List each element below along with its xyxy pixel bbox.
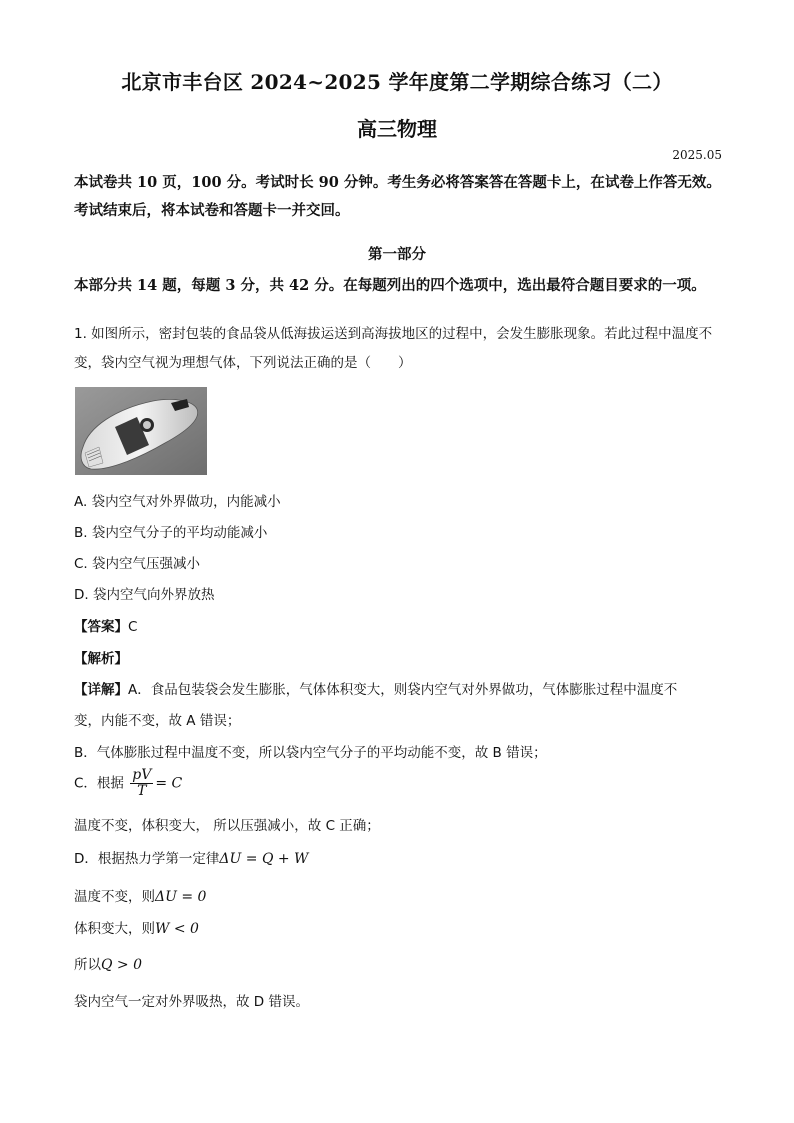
detail-c-line-1 [74,768,182,799]
detail-d2-prefix: 温度不变，则 [74,889,155,905]
question-stem: 1. 如图所示，密封包装的食品袋从低海拔运送到高海拔地区的过程中，会发生膨胀现象。若此过程中温度不变，袋内空气视为理想气体，下列说法正确的是（ ） [74,326,713,371]
answer-line [74,615,137,635]
option-c: C. 袋内空气压强减小 [74,556,201,572]
detail-a-text-1: A．食品包装袋会发生膨胀，气体体积变大，则袋内空气对外界做功，气体膨胀过程中温度不 [128,682,678,698]
detail-a-line-1 [74,678,677,698]
formula-rhs: = C [155,775,183,792]
detail-d-line-2 [74,885,206,905]
detail-d4-prefix: 所以 [74,957,101,973]
detail-a-line-2: 变，内能不变，故 A 错误； [74,713,241,729]
detail-c-prefix: C．根据 [74,775,124,792]
section-description-text: 本部分共 14 题，每题 3 分，共 42 分。在每题列出的四个选项中，选出最符合题目要求的一项。 [74,277,706,294]
option-b: B. 袋内空气分子的平均动能减小 [74,525,268,541]
section-title: 第一部分 [368,246,426,263]
answer-value: C [128,619,138,635]
exam-title: 北京市丰台区 2024~2025 学年度第二学期综合练习（二） [121,70,673,94]
detail-d-prefix: D．根据热力学第一定律 [74,851,220,867]
formula-pv-over-t [130,768,153,799]
answer-tag: 【答案】 [74,619,128,635]
formula-denominator: T [137,783,147,799]
exam-subject: 高三物理 [357,117,437,141]
option-d: D. 袋内空气向外界放热 [74,587,215,603]
food-bag-photo [75,387,207,475]
section-description [74,242,722,300]
formula-numerator: pV [132,767,152,783]
detail-d-line-4 [74,953,142,973]
analysis-tag [74,647,128,667]
analysis-tag-text: 【解析】 [74,651,128,667]
detail-c-line-2: 温度不变，体积变大， 所以压强减小，故 C 正确； [74,818,380,834]
detail-d-line-1 [74,847,308,867]
formula-w: W < 0 [155,921,199,937]
detail-d-line-3 [74,917,199,937]
exam-instructions: 本试卷共 10 页，100 分。考试时长 90 分钟。考生务必将答案答在答题卡上，在试卷上作答无效。考试结束后，将本试卷和答题卡一并交回。 [74,174,721,219]
option-a: A. 袋内空气对外界做功，内能减小 [74,494,281,510]
detail-b-line: B．气体膨胀过程中温度不变，所以袋内空气分子的平均动能不变，故 B 错误； [74,745,547,761]
formula-q: Q > 0 [101,957,143,973]
detail-d3-prefix: 体积变大，则 [74,921,155,937]
detail-tag: 【详解】 [74,682,128,698]
formula-first-law: ΔU = Q + W [219,851,309,867]
detail-d-line-5: 袋内空气一定对外界吸热，故 D 错误。 [74,994,309,1010]
exam-date: 2025.05 [672,148,722,162]
formula-delta-u: ΔU = 0 [155,889,207,905]
